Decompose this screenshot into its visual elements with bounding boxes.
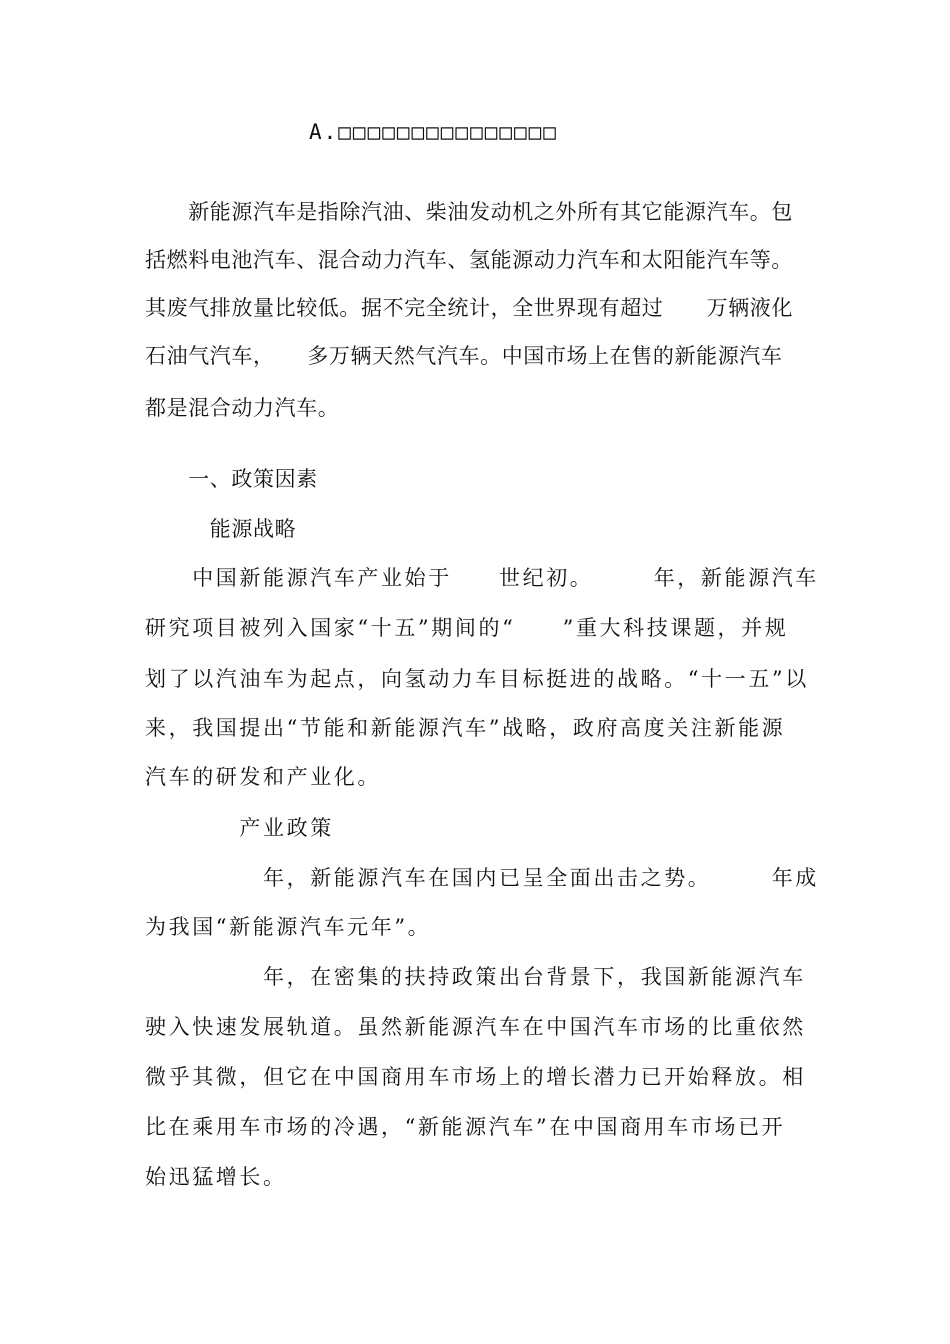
section-heading-a: A.□□□□□□□□□□□□□□□	[309, 120, 558, 144]
energy-strategy-line: 中国新能源汽车产业始于 世纪初。 年，新能源汽车	[145, 566, 819, 590]
subsection-title-energy-strategy: 能源战略	[145, 517, 297, 541]
intro-line: 石油气汽车， 多万辆天然气汽车。中国市场上在售的新能源汽车	[145, 344, 783, 368]
intro-line: 都是混合动力汽车。	[145, 396, 340, 420]
subsection-title-industry-policy: 产业政策	[145, 816, 334, 840]
industry-policy-line: 为我国“新能源汽车元年”。	[145, 915, 432, 939]
energy-strategy-line: 来，我国提出“节能和新能源汽车”战略，政府高度关注新能源	[145, 716, 786, 740]
industry-policy-line: 始迅猛增长。	[145, 1165, 287, 1189]
industry-policy-line: 比在乘用车市场的冷遇，“新能源汽车”在中国商用车市场已开	[145, 1115, 786, 1139]
industry-policy-line: 年，在密集的扶持政策出台背景下，我国新能源汽车	[145, 965, 806, 989]
energy-strategy-line: 研究项目被列入国家“十五”期间的“ ”重大科技课题，并规	[145, 616, 789, 640]
industry-policy-line: 年，新能源汽车在国内已呈全面出击之势。 年成	[145, 866, 819, 890]
intro-line: 其废气排放量比较低。据不完全统计，全世界现有超过 万辆液化	[145, 296, 793, 320]
section-title-policy: 一、政策因素	[145, 467, 318, 491]
energy-strategy-line: 划了以汽油车为起点，向氢动力车目标挺进的战略。“十一五”以	[145, 667, 809, 691]
industry-policy-line: 微乎其微，但它在中国商用车市场上的增长潜力已开始释放。相	[145, 1065, 806, 1089]
intro-line: 括燃料电池汽车、混合动力汽车、氢能源动力汽车和太阳能汽车等。	[145, 248, 793, 272]
energy-strategy-line: 汽车的研发和产业化。	[145, 765, 381, 789]
intro-line: 新能源汽车是指除汽油、柴油发动机之外所有其它能源汽车。包	[145, 200, 793, 224]
industry-policy-line: 驶入快速发展轨道。虽然新能源汽车在中国汽车市场的比重依然	[145, 1015, 806, 1039]
